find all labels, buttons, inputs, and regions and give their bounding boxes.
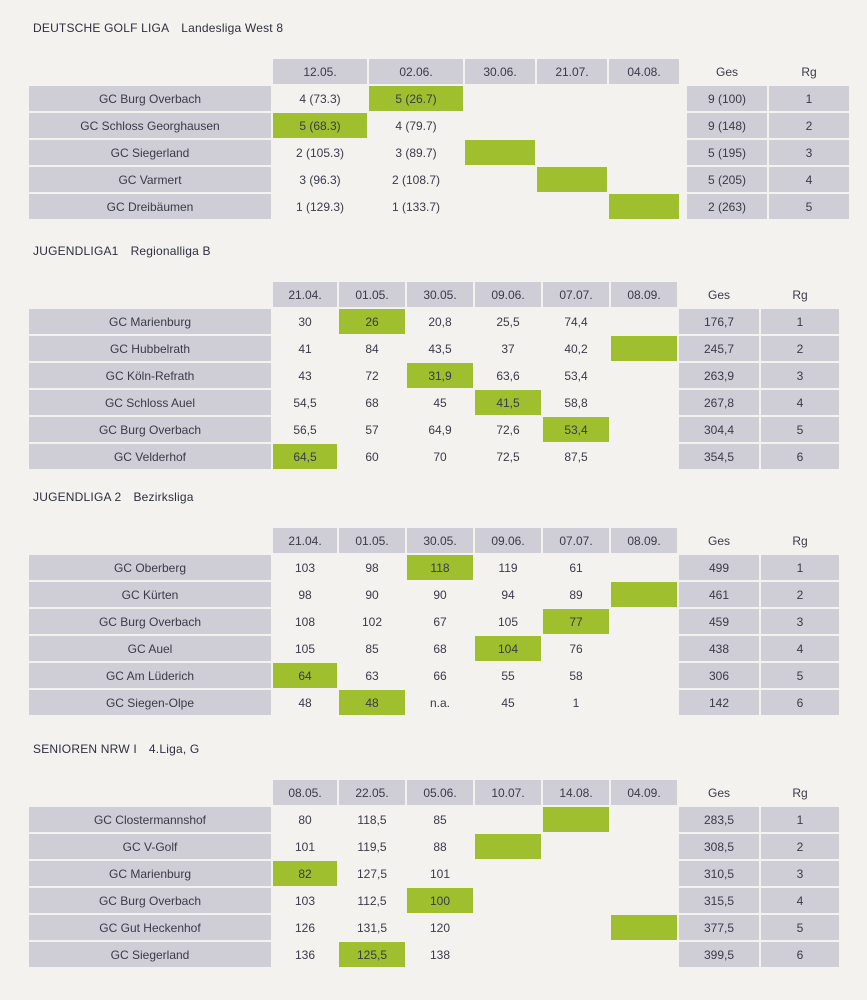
- score-cell: 74,4: [543, 309, 609, 334]
- score-cell: [609, 113, 679, 138]
- league-title: DEUTSCHE GOLF LIGA: [33, 21, 170, 35]
- score-cell: 98: [273, 582, 337, 607]
- league-subtitle: Landesliga West 8: [181, 21, 284, 35]
- score-cell: 55: [475, 663, 541, 688]
- score-cell: [611, 861, 677, 886]
- score-cell: 56,5: [273, 417, 337, 442]
- score-cell: 20,8: [407, 309, 473, 334]
- score-cell: [611, 309, 677, 334]
- rank-cell: 6: [761, 444, 839, 469]
- team-name: GC Oberberg: [29, 555, 271, 580]
- total-cell: 438: [679, 636, 759, 661]
- team-name: GC Köln-Refrath: [29, 363, 271, 388]
- date-header: 12.05.: [273, 59, 367, 84]
- score-cell: [543, 861, 609, 886]
- score-cell: 136: [273, 942, 337, 967]
- highlighted-score-cell: [543, 807, 609, 832]
- table-row: [29, 363, 839, 388]
- rank-cell: 3: [761, 363, 839, 388]
- score-cell: [611, 417, 677, 442]
- score-cell: [611, 690, 677, 715]
- corner-cell: [29, 59, 271, 84]
- date-header: 08.09.: [611, 528, 677, 553]
- score-cell: [543, 942, 609, 967]
- rank-header: Rg: [792, 785, 808, 800]
- total-cell: 377,5: [679, 915, 759, 940]
- score-cell: 72: [339, 363, 405, 388]
- date-header: 05.06.: [407, 780, 473, 805]
- league-heading: [33, 243, 841, 259]
- date-header: 30.05.: [407, 282, 473, 307]
- highlighted-score-cell: 64,5: [273, 444, 337, 469]
- score-cell: 103: [273, 888, 337, 913]
- highlighted-score-cell: 82: [273, 861, 337, 886]
- table-row: [29, 140, 849, 165]
- team-name: GC Schloss Georghausen: [29, 113, 271, 138]
- score-cell: 72,5: [475, 444, 541, 469]
- total-cell: 142: [679, 690, 759, 715]
- table-row: [29, 309, 839, 334]
- table-row: [29, 861, 839, 886]
- score-cell: 66: [407, 663, 473, 688]
- total-cell: 499: [679, 555, 759, 580]
- rank-cell: 3: [761, 861, 839, 886]
- date-header: 04.09.: [611, 780, 677, 805]
- score-cell: [475, 861, 541, 886]
- rank-cell: 2: [761, 834, 839, 859]
- score-cell: 1: [543, 690, 609, 715]
- total-header: Ges: [707, 287, 730, 302]
- table-row: [29, 417, 839, 442]
- score-cell: 80: [273, 807, 337, 832]
- total-cell: 459: [679, 609, 759, 634]
- team-name: GC Hubbelrath: [29, 336, 271, 361]
- table-row: [29, 636, 839, 661]
- score-cell: [611, 942, 677, 967]
- league-title: JUGENDLIGA1: [33, 244, 119, 258]
- corner-cell: [29, 282, 271, 307]
- rank-cell: 4: [761, 888, 839, 913]
- table-row: [29, 167, 849, 192]
- team-name: GC Schloss Auel: [29, 390, 271, 415]
- table-row: [29, 444, 839, 469]
- rank-cell: 3: [761, 609, 839, 634]
- score-cell: 101: [273, 834, 337, 859]
- score-cell: 84: [339, 336, 405, 361]
- score-cell: 45: [407, 390, 473, 415]
- highlighted-score-cell: 100: [407, 888, 473, 913]
- total-cell: 283,5: [679, 807, 759, 832]
- highlighted-score-cell: 5 (26.7): [369, 86, 463, 111]
- date-header: 30.05.: [407, 528, 473, 553]
- table-row: [29, 555, 839, 580]
- team-name: GC V-Golf: [29, 834, 271, 859]
- score-cell: 63: [339, 663, 405, 688]
- score-cell: 118,5: [339, 807, 405, 832]
- score-cell: [611, 444, 677, 469]
- rank-cell: 5: [761, 915, 839, 940]
- date-header: 04.08.: [609, 59, 679, 84]
- total-cell: 2 (263): [687, 194, 767, 219]
- score-cell: 57: [339, 417, 405, 442]
- highlighted-score-cell: [475, 834, 541, 859]
- rank-cell: 6: [761, 690, 839, 715]
- score-cell: 3 (96.3): [273, 167, 367, 192]
- rank-cell: 5: [761, 417, 839, 442]
- score-cell: 58: [543, 663, 609, 688]
- score-cell: 68: [339, 390, 405, 415]
- date-header: 02.06.: [369, 59, 463, 84]
- score-cell: 70: [407, 444, 473, 469]
- score-cell: 1 (129.3): [273, 194, 367, 219]
- gap-cell: [681, 113, 685, 138]
- total-cell: 304,4: [679, 417, 759, 442]
- score-cell: 58,8: [543, 390, 609, 415]
- corner-cell: [29, 780, 271, 805]
- rank-cell: 5: [769, 194, 849, 219]
- results-table: [27, 526, 841, 717]
- date-header: 01.05.: [339, 528, 405, 553]
- table-row: [29, 194, 849, 219]
- total-cell: 315,5: [679, 888, 759, 913]
- score-cell: [611, 834, 677, 859]
- total-cell: 263,9: [679, 363, 759, 388]
- score-cell: 119,5: [339, 834, 405, 859]
- league-heading: [33, 741, 841, 757]
- score-cell: n.a.: [407, 690, 473, 715]
- total-cell: 399,5: [679, 942, 759, 967]
- team-name: GC Varmert: [29, 167, 271, 192]
- score-cell: [611, 663, 677, 688]
- score-cell: 105: [475, 609, 541, 634]
- score-cell: 72,6: [475, 417, 541, 442]
- results-table: [27, 280, 841, 471]
- score-cell: 76: [543, 636, 609, 661]
- score-cell: [543, 834, 609, 859]
- score-cell: 131,5: [339, 915, 405, 940]
- score-cell: 87,5: [543, 444, 609, 469]
- total-cell: 306: [679, 663, 759, 688]
- league-section: [27, 20, 841, 214]
- score-cell: 63,6: [475, 363, 541, 388]
- team-name: GC Gut Heckenhof: [29, 915, 271, 940]
- team-name: GC Siegerland: [29, 942, 271, 967]
- rank-cell: 2: [761, 582, 839, 607]
- score-cell: 108: [273, 609, 337, 634]
- score-cell: 90: [407, 582, 473, 607]
- league-heading: [33, 489, 841, 505]
- total-cell: 267,8: [679, 390, 759, 415]
- gap-cell: [681, 59, 685, 84]
- score-cell: 43,5: [407, 336, 473, 361]
- gap-cell: [681, 194, 685, 219]
- table-row: [29, 834, 839, 859]
- team-name: GC Auel: [29, 636, 271, 661]
- score-cell: 37: [475, 336, 541, 361]
- score-cell: 85: [339, 636, 405, 661]
- highlighted-score-cell: 31,9: [407, 363, 473, 388]
- score-cell: 53,4: [543, 363, 609, 388]
- highlighted-score-cell: [537, 167, 607, 192]
- gap-cell: [681, 140, 685, 165]
- total-cell: 9 (100): [687, 86, 767, 111]
- gap-cell: [681, 86, 685, 111]
- score-cell: 119: [475, 555, 541, 580]
- score-cell: 85: [407, 807, 473, 832]
- date-header: 08.09.: [611, 282, 677, 307]
- total-cell: 461: [679, 582, 759, 607]
- highlighted-score-cell: [611, 582, 677, 607]
- rank-cell: 5: [761, 663, 839, 688]
- rank-cell: 4: [769, 167, 849, 192]
- league-section: [27, 489, 841, 710]
- score-cell: [543, 915, 609, 940]
- score-cell: [611, 390, 677, 415]
- total-cell: 5 (195): [687, 140, 767, 165]
- team-name: GC Velderhof: [29, 444, 271, 469]
- team-name: GC Siegen-Olpe: [29, 690, 271, 715]
- total-cell: 245,7: [679, 336, 759, 361]
- score-cell: 30: [273, 309, 337, 334]
- highlighted-score-cell: [609, 194, 679, 219]
- total-header: Ges: [707, 785, 730, 800]
- header-row: [29, 59, 849, 84]
- team-name: GC Burg Overbach: [29, 609, 271, 634]
- team-name: GC Dreibäumen: [29, 194, 271, 219]
- score-cell: [475, 807, 541, 832]
- league-section: [27, 243, 841, 464]
- header-row: [29, 528, 839, 553]
- table-row: [29, 663, 839, 688]
- highlighted-score-cell: 118: [407, 555, 473, 580]
- score-cell: [537, 113, 607, 138]
- header-row: [29, 780, 839, 805]
- score-cell: 64,9: [407, 417, 473, 442]
- table-row: [29, 86, 849, 111]
- score-cell: 126: [273, 915, 337, 940]
- table-row: [29, 807, 839, 832]
- team-name: GC Marienburg: [29, 309, 271, 334]
- date-header: 14.08.: [543, 780, 609, 805]
- date-header: 21.04.: [273, 528, 337, 553]
- score-cell: 45: [475, 690, 541, 715]
- total-cell: 5 (205): [687, 167, 767, 192]
- score-cell: [611, 636, 677, 661]
- results-table: [27, 778, 841, 969]
- date-header: 08.05.: [273, 780, 337, 805]
- highlighted-score-cell: 26: [339, 309, 405, 334]
- header-row: [29, 282, 839, 307]
- score-cell: 102: [339, 609, 405, 634]
- score-cell: 120: [407, 915, 473, 940]
- league-subtitle: Regionalliga B: [130, 244, 211, 258]
- rank-cell: 1: [761, 309, 839, 334]
- date-header: 07.07.: [543, 282, 609, 307]
- total-header: Ges: [707, 533, 730, 548]
- score-cell: 2 (108.7): [369, 167, 463, 192]
- table-row: [29, 609, 839, 634]
- results-table: [27, 57, 851, 221]
- score-cell: 105: [273, 636, 337, 661]
- rank-header: Rg: [801, 64, 817, 79]
- score-cell: [465, 194, 535, 219]
- table-row: [29, 390, 839, 415]
- score-cell: 89: [543, 582, 609, 607]
- total-cell: 354,5: [679, 444, 759, 469]
- score-cell: [475, 915, 541, 940]
- highlighted-score-cell: 53,4: [543, 417, 609, 442]
- score-cell: [537, 140, 607, 165]
- score-cell: 4 (79.7): [369, 113, 463, 138]
- team-name: GC Burg Overbach: [29, 86, 271, 111]
- rank-header: Rg: [792, 287, 808, 302]
- score-cell: 127,5: [339, 861, 405, 886]
- highlighted-score-cell: 5 (68.3): [273, 113, 367, 138]
- corner-cell: [29, 528, 271, 553]
- rank-cell: 4: [761, 636, 839, 661]
- table-row: [29, 690, 839, 715]
- rank-cell: 1: [769, 86, 849, 111]
- league-title: JUGENDLIGA 2: [33, 490, 122, 504]
- score-cell: [609, 167, 679, 192]
- score-cell: 48: [273, 690, 337, 715]
- score-cell: 88: [407, 834, 473, 859]
- league-subtitle: Bezirksliga: [133, 490, 194, 504]
- score-cell: 138: [407, 942, 473, 967]
- score-cell: [465, 113, 535, 138]
- total-cell: 9 (148): [687, 113, 767, 138]
- rank-header: Rg: [792, 533, 808, 548]
- date-header: 30.06.: [465, 59, 535, 84]
- score-cell: [465, 167, 535, 192]
- team-name: GC Marienburg: [29, 861, 271, 886]
- rank-cell: 2: [761, 336, 839, 361]
- score-cell: 41: [273, 336, 337, 361]
- date-header: 09.06.: [475, 282, 541, 307]
- score-cell: 1 (133.7): [369, 194, 463, 219]
- score-cell: 2 (105.3): [273, 140, 367, 165]
- total-cell: 310,5: [679, 861, 759, 886]
- score-cell: [611, 555, 677, 580]
- team-name: GC Burg Overbach: [29, 417, 271, 442]
- rank-cell: 3: [769, 140, 849, 165]
- league-heading: [33, 20, 841, 36]
- league-title: SENIOREN NRW I: [33, 742, 137, 756]
- date-header: 21.04.: [273, 282, 337, 307]
- table-row: [29, 888, 839, 913]
- rank-cell: 2: [769, 113, 849, 138]
- team-name: GC Am Lüderich: [29, 663, 271, 688]
- highlighted-score-cell: 77: [543, 609, 609, 634]
- date-header: 09.06.: [475, 528, 541, 553]
- score-cell: 3 (89.7): [369, 140, 463, 165]
- team-name: GC Burg Overbach: [29, 888, 271, 913]
- highlighted-score-cell: 104: [475, 636, 541, 661]
- highlighted-score-cell: 64: [273, 663, 337, 688]
- table-row: [29, 942, 839, 967]
- score-cell: [537, 194, 607, 219]
- score-cell: [609, 140, 679, 165]
- score-cell: 94: [475, 582, 541, 607]
- highlighted-score-cell: 48: [339, 690, 405, 715]
- score-cell: 43: [273, 363, 337, 388]
- league-subtitle: 4.Liga, G: [148, 742, 200, 756]
- table-row: [29, 582, 839, 607]
- total-header: Ges: [715, 64, 738, 79]
- score-cell: [537, 86, 607, 111]
- date-header: 10.07.: [475, 780, 541, 805]
- score-cell: [475, 942, 541, 967]
- score-cell: 90: [339, 582, 405, 607]
- rank-cell: 1: [761, 807, 839, 832]
- date-header: 21.07.: [537, 59, 607, 84]
- score-cell: 61: [543, 555, 609, 580]
- score-cell: [475, 888, 541, 913]
- gap-cell: [681, 167, 685, 192]
- score-cell: [611, 609, 677, 634]
- highlighted-score-cell: 125,5: [339, 942, 405, 967]
- highlighted-score-cell: 41,5: [475, 390, 541, 415]
- team-name: GC Kürten: [29, 582, 271, 607]
- score-cell: 68: [407, 636, 473, 661]
- date-header: 22.05.: [339, 780, 405, 805]
- score-cell: 54,5: [273, 390, 337, 415]
- rank-cell: 6: [761, 942, 839, 967]
- league-section: [27, 741, 841, 962]
- rank-cell: 1: [761, 555, 839, 580]
- total-cell: 308,5: [679, 834, 759, 859]
- score-cell: 60: [339, 444, 405, 469]
- score-cell: 112,5: [339, 888, 405, 913]
- highlighted-score-cell: [611, 336, 677, 361]
- score-cell: 4 (73.3): [273, 86, 367, 111]
- rank-cell: 4: [761, 390, 839, 415]
- table-row: [29, 113, 849, 138]
- score-cell: [543, 888, 609, 913]
- score-cell: 25,5: [475, 309, 541, 334]
- highlighted-score-cell: [611, 915, 677, 940]
- table-row: [29, 336, 839, 361]
- score-cell: [611, 363, 677, 388]
- total-cell: 176,7: [679, 309, 759, 334]
- score-cell: 101: [407, 861, 473, 886]
- team-name: GC Clostermannshof: [29, 807, 271, 832]
- score-cell: 40,2: [543, 336, 609, 361]
- table-row: [29, 915, 839, 940]
- score-cell: 67: [407, 609, 473, 634]
- score-cell: [609, 86, 679, 111]
- date-header: 01.05.: [339, 282, 405, 307]
- team-name: GC Siegerland: [29, 140, 271, 165]
- score-cell: [611, 807, 677, 832]
- score-cell: 103: [273, 555, 337, 580]
- date-header: 07.07.: [543, 528, 609, 553]
- score-cell: [465, 86, 535, 111]
- highlighted-score-cell: [465, 140, 535, 165]
- score-cell: 98: [339, 555, 405, 580]
- score-cell: [611, 888, 677, 913]
